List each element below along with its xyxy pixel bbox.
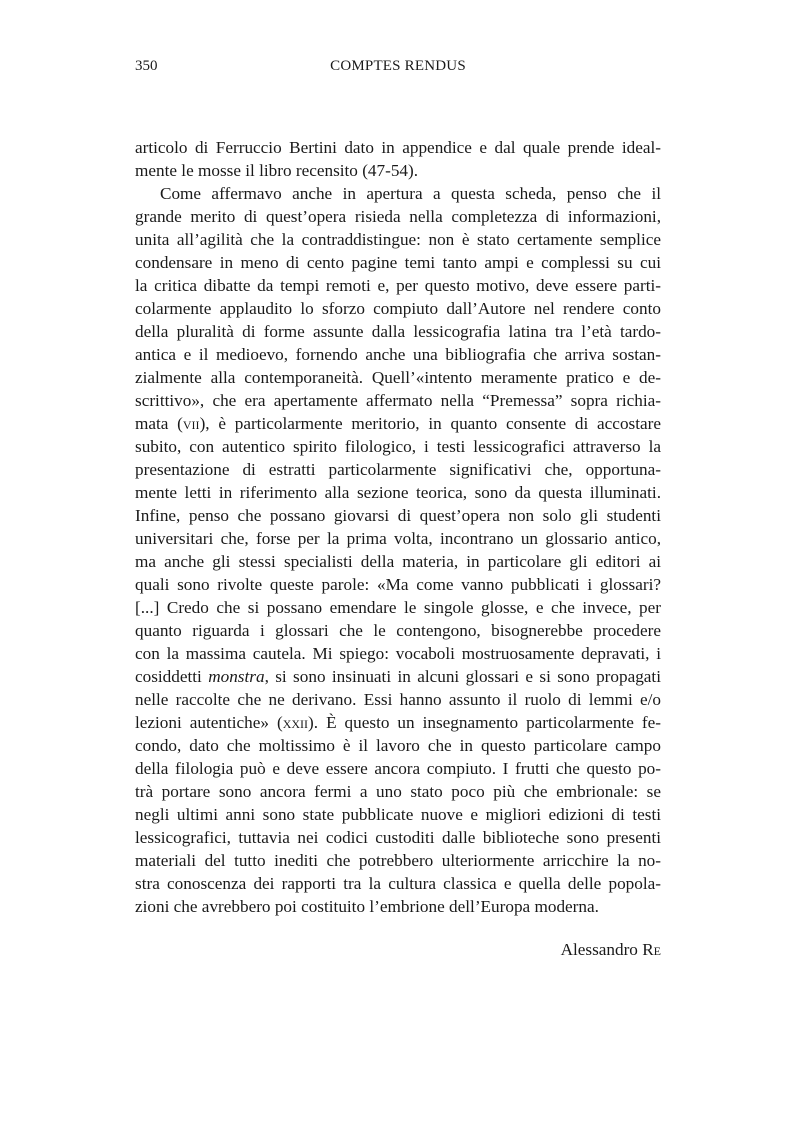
text-line: quali sono rivolte queste parole: «Ma come vanno pubblicati i glossari? — [135, 575, 661, 594]
text-segment: ), è particolarmente meritorio, in quanto consente di accostare — [199, 414, 661, 433]
text-segment: mata ( — [135, 414, 183, 433]
page-reference: vii — [182, 414, 200, 433]
text-line: con la massima cautela. Mi spiego: vocaboli mostruosamente depravati, i — [135, 644, 661, 663]
text-line: zioni che avrebbero poi costituito l’embrione dell’Europa moderna. — [135, 897, 599, 916]
text-line — [135, 412, 661, 435]
text-line: unita all’agilità che la contraddistingue: non è stato certamente semplice — [135, 230, 661, 249]
text-segment: lezioni autentiche» ( — [135, 713, 283, 732]
text-line: mente letti in riferimento alla sezione teorica, sono da questa illuminati. — [135, 483, 661, 502]
author-surname: Re — [642, 940, 661, 959]
text-line: Infine, penso che possano giovarsi di quest’opera non solo gli studenti — [135, 506, 661, 525]
text-line: ma anche gli stessi specialisti della materia, in particolare gli editori ai — [135, 552, 661, 571]
text-line — [135, 711, 661, 734]
text-line: quanto riguarda i glossari che le contengono, bisognerebbe procedere — [135, 621, 661, 640]
review-body-text — [135, 136, 661, 918]
text-line: [...] Credo che si possano emendare le singole glosse, e che invece, per — [135, 598, 661, 617]
text-line: lessicografici, tuttavia nei codici custoditi dalle biblioteche sono presenti — [135, 828, 661, 847]
text-line: scrittivo», che era apertamente affermato nella “Premessa” sopra richia- — [135, 391, 661, 410]
text-line: della filologia può e deve essere ancora compiuto. I frutti che questo po- — [135, 759, 661, 778]
text-segment: ). È questo un insegnamento particolarmente fe- — [308, 713, 661, 732]
text-line: presentazione di estratti particolarmente significativi che, opportuna- — [135, 460, 661, 479]
text-segment: , si sono insinuati in alcuni glossari e si sono propagati — [264, 667, 661, 686]
text-line: materiali del tutto inediti che potrebbero ulteriormente arricchire la no- — [135, 851, 661, 870]
text-line: stra conoscenza dei rapporti tra la cultura classica e quella delle popola- — [135, 874, 661, 893]
text-line: negli ultimi anni sono state pubblicate nuove e migliori edizioni di testi — [135, 805, 661, 824]
text-line: nelle raccolte che ne derivano. Essi hanno assunto il ruolo di lemmi e/o — [135, 690, 661, 709]
text-line: condensare in meno di cento pagine temi tanto ampi e complessi su cui — [135, 253, 661, 272]
text-line: condo, dato che moltissimo è il lavoro che in questo particolare campo — [135, 736, 661, 755]
page-reference: xxii — [282, 713, 309, 732]
text-line: trà portare sono ancora fermi a uno stato poco più che embrionale: se — [135, 782, 661, 801]
text-line: zialmente alla contemporaneità. Quell’«intento meramente pratico e de- — [135, 368, 661, 387]
text-line: mente le mosse il libro recensito (47-54). — [135, 161, 419, 180]
text-line: subito, con autentico spirito filologico, i testi lessicografici attraverso la — [135, 437, 661, 456]
text-segment: cosiddetti — [135, 667, 209, 686]
running-title: COMPTES RENDUS — [330, 58, 466, 74]
text-line: della pluralità di forme assunte dalla lessicografia latina tra l’età tardo- — [135, 322, 661, 341]
text-line: Come affermavo anche in apertura a questa scheda, penso che il — [160, 184, 661, 203]
author-signature — [135, 940, 661, 960]
text-line: grande merito di quest’opera risieda nella completezza di informazioni, — [135, 207, 661, 226]
text-line: antica e il medioevo, fornendo anche una bibliografia che arriva sostan- — [135, 345, 661, 364]
text-line — [135, 665, 661, 688]
text-line: articolo di Ferruccio Bertini dato in appendice e dal quale prende ideal- — [135, 138, 661, 157]
page-number: 350 — [135, 58, 158, 74]
text-line: la critica dibatte da tempi remoti e, per questo motivo, deve essere parti- — [135, 276, 661, 295]
author-first-name: Alessandro — [560, 940, 638, 959]
running-header — [135, 58, 661, 78]
text-line: colarmente applaudito lo sforzo compiuto dall’Autore nel rendere conto — [135, 299, 661, 318]
text-line: universitari che, forse per la prima volta, incontrano un glossario antico, — [135, 529, 661, 548]
italic-term: monstra — [208, 667, 265, 686]
